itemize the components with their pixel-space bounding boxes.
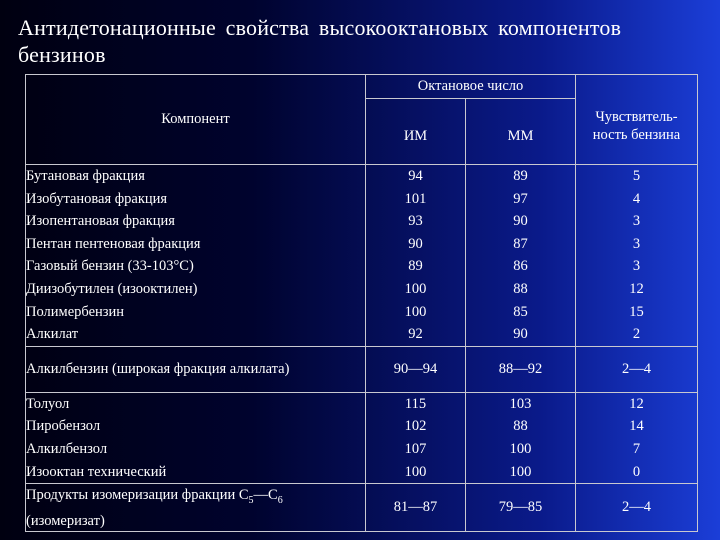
header-octane-number: Октановое число — [366, 75, 576, 99]
component-name: Изооктан технический — [26, 461, 366, 484]
component-name: Алкилбензол — [26, 438, 366, 461]
mm-value: 87 — [466, 233, 576, 256]
sensitivity-value: 4 — [576, 188, 698, 211]
mm-value: 90 — [466, 210, 576, 233]
table-row — [26, 301, 698, 324]
mm-value: 89 — [466, 165, 576, 188]
sensitivity-value: 2—4 — [576, 484, 698, 532]
component-name: Изобутановая фракция — [26, 188, 366, 211]
mm-value: 90 — [466, 323, 576, 346]
im-value: 107 — [366, 438, 466, 461]
component-name: Пентан пентеновая фракция — [26, 233, 366, 256]
sensitivity-value: 0 — [576, 461, 698, 484]
sensitivity-value: 2—4 — [576, 346, 698, 392]
table-row — [26, 233, 698, 256]
subscript-5: 5 — [248, 494, 254, 506]
sensitivity-value: 2 — [576, 323, 698, 346]
header-sensitivity — [576, 75, 698, 165]
component-name: Алкилат — [26, 323, 366, 346]
im-value: 92 — [366, 323, 466, 346]
sensitivity-value: 14 — [576, 415, 698, 438]
table-row — [26, 323, 698, 346]
im-value: 90—94 — [366, 346, 466, 392]
sensitivity-value: 15 — [576, 301, 698, 324]
component-name: Толуол — [26, 392, 366, 415]
sensitivity-value: 3 — [576, 233, 698, 256]
table-row — [26, 346, 698, 392]
mm-value: 85 — [466, 301, 576, 324]
im-value: 102 — [366, 415, 466, 438]
sensitivity-value: 12 — [576, 278, 698, 301]
im-value: 94 — [366, 165, 466, 188]
im-value: 89 — [366, 255, 466, 278]
header-im: ИМ — [366, 99, 466, 165]
mm-value: 79—85 — [466, 484, 576, 532]
table-row — [26, 438, 698, 461]
sensitivity-value: 5 — [576, 165, 698, 188]
table-row — [26, 278, 698, 301]
component-name: Изопентановая фракция — [26, 210, 366, 233]
table-row — [26, 415, 698, 438]
mm-value: 103 — [466, 392, 576, 415]
sensitivity-value: 7 — [576, 438, 698, 461]
mm-value: 86 — [466, 255, 576, 278]
im-value: 100 — [366, 461, 466, 484]
mm-value: 88 — [466, 415, 576, 438]
sensitivity-value: 3 — [576, 255, 698, 278]
mm-value: 100 — [466, 438, 576, 461]
header-component: Компонент — [26, 75, 366, 165]
mm-value: 88 — [466, 278, 576, 301]
table-row — [26, 165, 698, 188]
octane-table — [25, 74, 698, 532]
mm-value: 100 — [466, 461, 576, 484]
table-row — [26, 210, 698, 233]
component-name: Бутановая фракция — [26, 165, 366, 188]
im-value: 93 — [366, 210, 466, 233]
mm-value: 97 — [466, 188, 576, 211]
sensitivity-value: 12 — [576, 392, 698, 415]
subscript-6: 6 — [277, 494, 283, 506]
im-value: 101 — [366, 188, 466, 211]
component-name-line2: (изомеризат) — [26, 512, 105, 529]
page-title: Антидетонационные свойства высокооктановых компонентов бензинов — [18, 15, 622, 67]
mm-value: 88—92 — [466, 346, 576, 392]
table-row — [26, 255, 698, 278]
component-name: Диизобутилен (изооктилен) — [26, 278, 366, 301]
component-name-line1: Продукты изомеризации фракции С — [26, 486, 249, 503]
im-value: 81—87 — [366, 484, 466, 532]
table-row — [26, 188, 698, 211]
im-value: 115 — [366, 392, 466, 415]
table-row — [26, 461, 698, 484]
header-sensitivity-line1: Чувствитель- — [595, 108, 678, 125]
table-row — [26, 392, 698, 415]
component-name: Алкилбензин (широкая фракция алкилата) — [26, 346, 366, 392]
sensitivity-value: 3 — [576, 210, 698, 233]
component-name — [26, 484, 366, 532]
table-row — [26, 484, 698, 532]
dash-c: —С — [253, 486, 278, 503]
component-name: Газовый бензин (33-103°С) — [26, 255, 366, 278]
component-name: Полимербензин — [26, 301, 366, 324]
im-value: 100 — [366, 301, 466, 324]
header-sensitivity-line2: ность бензина — [592, 126, 681, 143]
im-value: 100 — [366, 278, 466, 301]
im-value: 90 — [366, 233, 466, 256]
header-mm: ММ — [466, 99, 576, 165]
component-name: Пиробензол — [26, 415, 366, 438]
